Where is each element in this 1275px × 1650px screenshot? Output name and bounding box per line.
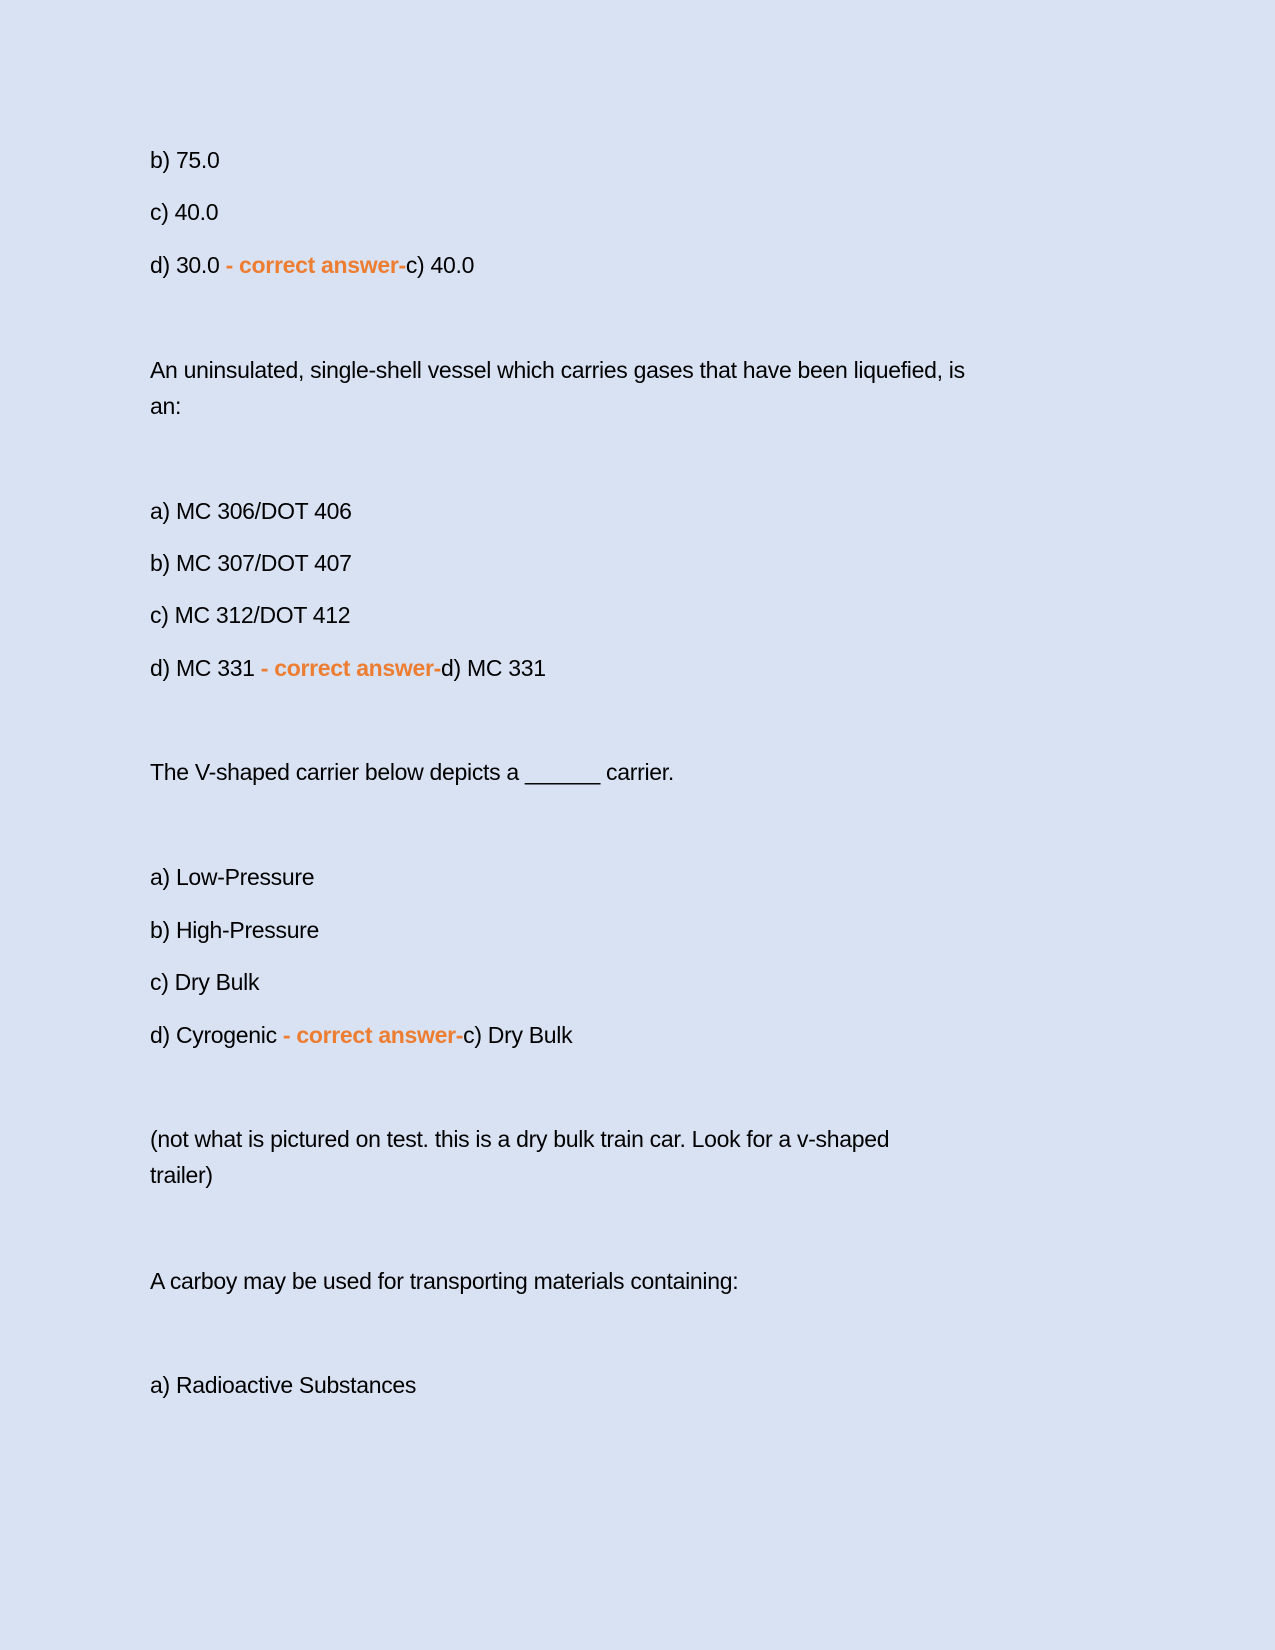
note-text-cont: trailer) <box>150 1162 213 1188</box>
option-a: a) Radioactive Substances <box>150 1372 417 1398</box>
option-c: c) MC 312/DOT 412 <box>150 602 351 628</box>
correct-answer-marker: - correct answer- <box>225 252 406 278</box>
question-text: The V-shaped carrier below depicts a ______ carrier. <box>150 759 674 785</box>
correct-answer-marker: - correct answer- <box>282 1022 464 1048</box>
note-text: (not what is pictured on test. this is a dry bulk train car. Look for a v-shaped <box>150 1126 890 1152</box>
option-b: b) MC 307/DOT 407 <box>150 550 352 576</box>
question-text-cont: an: <box>150 393 182 419</box>
option-b: b) High-Pressure <box>150 917 320 943</box>
option-d-with-answer <box>150 1021 572 1049</box>
option-d: d) Cyrogenic <box>150 1022 283 1048</box>
option-d: d) 30.0 <box>150 252 226 278</box>
option-a: a) Low-Pressure <box>150 864 315 890</box>
option-c: c) Dry Bulk <box>150 969 260 995</box>
correct-answer-marker: - correct answer- <box>260 655 442 681</box>
option-d: d) MC 331 <box>150 655 261 681</box>
answer-text: d) MC 331 <box>441 655 546 681</box>
question-text: An uninsulated, single-shell vessel which carries gases that have been liquefied, is <box>150 357 965 383</box>
question-text: A carboy may be used for transporting materials containing: <box>150 1268 739 1294</box>
option-d-with-answer <box>150 654 546 682</box>
answer-text: c) 40.0 <box>405 252 475 278</box>
option-c: c) 40.0 <box>150 199 219 225</box>
option-b: b) 75.0 <box>150 147 220 173</box>
option-a: a) MC 306/DOT 406 <box>150 498 352 524</box>
option-d-with-answer <box>150 251 474 279</box>
answer-text: c) Dry Bulk <box>463 1022 573 1048</box>
